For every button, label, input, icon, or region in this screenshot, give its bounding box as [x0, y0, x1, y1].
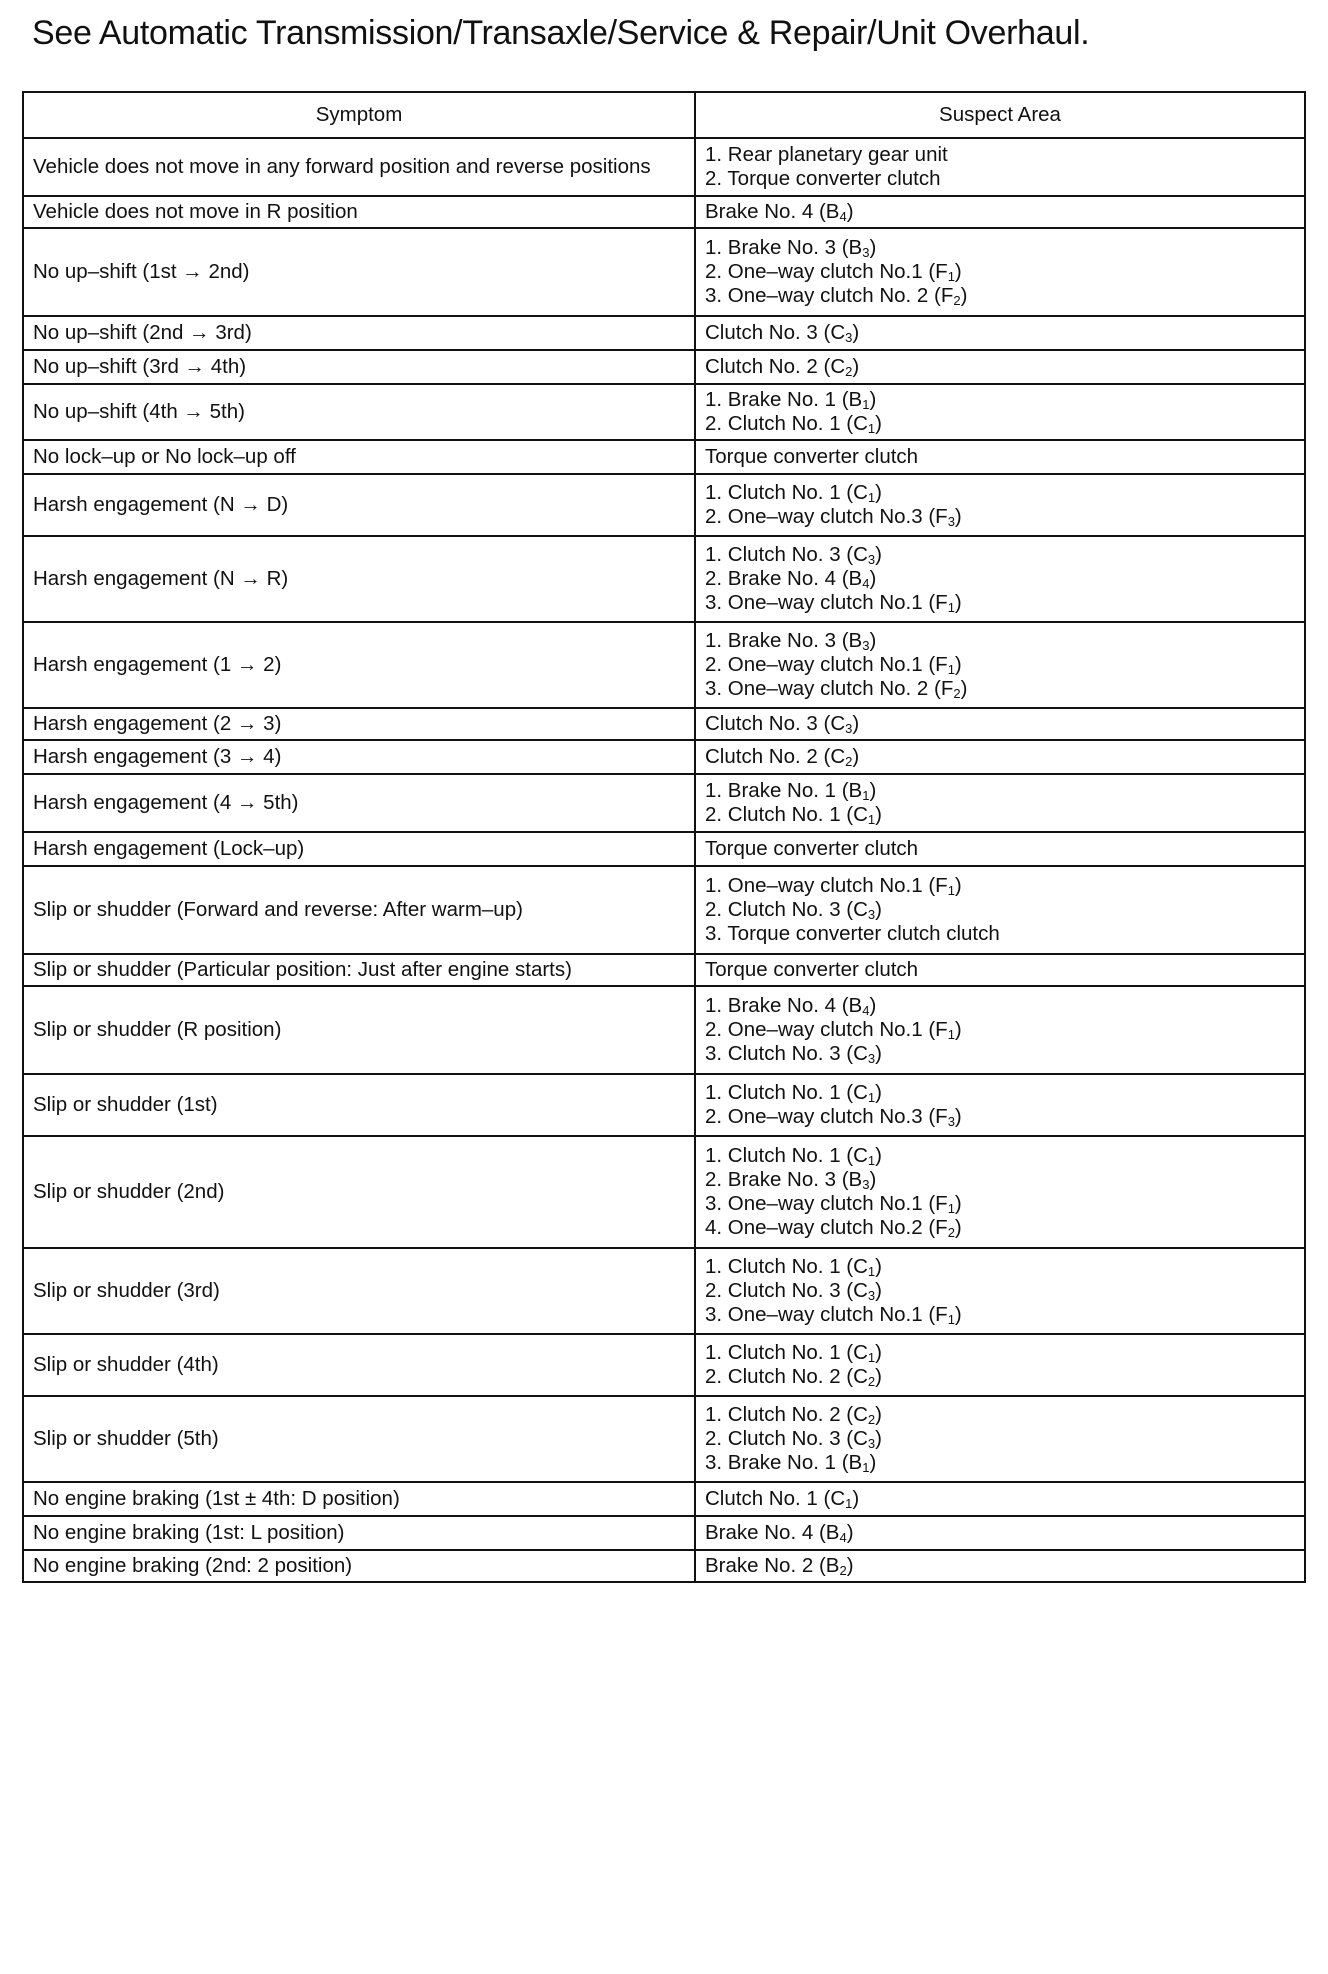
table-body: [23, 138, 1305, 1582]
suspect-area-text: 2. One–way clutch No.1 (F: [705, 1018, 948, 1041]
symptom-cell: Slip or shudder (4th): [23, 1334, 695, 1396]
closing-paren: ): [852, 1487, 860, 1510]
suspect-area-line: [705, 167, 1295, 191]
symptom-cell: Harsh engagement (N → D): [23, 474, 695, 536]
suspect-area-cell: [695, 1136, 1305, 1248]
table-row: [23, 1396, 1305, 1482]
component-subscript: 1: [862, 1460, 870, 1475]
suspect-area-text: 2. Clutch No. 1 (C: [705, 803, 868, 826]
component-subscript: 4: [839, 209, 847, 224]
symptom-cell: No up–shift (4th → 5th): [23, 384, 695, 440]
table-row: [23, 1516, 1305, 1550]
suspect-area-line: [705, 567, 1295, 591]
table-row: [23, 1074, 1305, 1136]
suspect-area-text: 1. Brake No. 1 (B: [705, 388, 863, 411]
suspect-area-cell: [695, 350, 1305, 384]
table-row: [23, 196, 1305, 228]
closing-paren: ): [875, 803, 882, 826]
suspect-area-line: [705, 591, 1295, 615]
symptom-cell: Slip or shudder (1st): [23, 1074, 695, 1136]
suspect-area-line: [705, 874, 1295, 898]
closing-paren: ): [960, 677, 968, 700]
closing-paren: ): [954, 653, 962, 676]
component-subscript: 3: [845, 330, 853, 345]
table-row: [23, 536, 1305, 622]
table-row: [23, 1136, 1305, 1248]
closing-paren: ): [869, 994, 877, 1017]
suspect-area-line: [705, 742, 1295, 772]
closing-paren: ): [852, 712, 860, 735]
suspect-area-cell: [695, 1396, 1305, 1482]
symptom-cell: No engine braking (1st: L position): [23, 1516, 695, 1550]
closing-paren: ): [852, 321, 860, 344]
component-subscript: 2: [953, 686, 961, 701]
table-header-row: [23, 92, 1305, 138]
component-subscript: 1: [947, 1027, 955, 1042]
component-subscript: 4: [862, 576, 870, 591]
suspect-area-text: 2. One–way clutch No.3 (F: [705, 1105, 948, 1128]
suspect-area-line: [705, 1365, 1295, 1389]
suspect-area-text: 2. One–way clutch No.1 (F: [705, 260, 948, 283]
table-row: [23, 1482, 1305, 1516]
closing-paren: ): [875, 1341, 882, 1364]
component-subscript: 2: [839, 1563, 847, 1578]
suspect-area-line: [705, 1403, 1295, 1427]
suspect-area-text: 3. Brake No. 1 (B: [705, 1451, 863, 1474]
suspect-area-cell: [695, 986, 1305, 1074]
suspect-area-text: 3. Clutch No. 3 (C: [705, 1042, 868, 1065]
table-row: [23, 774, 1305, 832]
suspect-area-line: [705, 955, 1295, 985]
suspect-area-line: [705, 352, 1295, 382]
suspect-area-line: [705, 779, 1295, 803]
symptom-cell: No lock–up or No lock–up off: [23, 440, 695, 474]
closing-paren: ): [852, 745, 860, 768]
symptom-cell: No up–shift (2nd → 3rd): [23, 316, 695, 350]
closing-paren: ): [875, 412, 882, 435]
suspect-area-cell: [695, 774, 1305, 832]
symptom-cell: No up–shift (1st → 2nd): [23, 228, 695, 316]
suspect-area-line: [705, 412, 1295, 436]
closing-paren: ): [954, 591, 962, 614]
table-row: [23, 350, 1305, 384]
symptom-cell: Slip or shudder (R position): [23, 986, 695, 1074]
page-title: See Automatic Transmission/Transaxle/Service & Repair/Unit Overhaul.: [32, 14, 1090, 52]
suspect-area-line: [705, 1279, 1295, 1303]
closing-paren: ): [954, 1303, 962, 1326]
table-row: [23, 1334, 1305, 1396]
component-subscript: 2: [845, 364, 853, 379]
suspect-area-cell: [695, 740, 1305, 774]
component-subscript: 1: [867, 1090, 876, 1105]
component-subscript: 3: [867, 552, 876, 567]
suspect-area-text: 1. Brake No. 3 (B: [705, 236, 863, 259]
component-subscript: 2: [867, 1374, 876, 1389]
component-subscript: 1: [947, 883, 955, 898]
closing-paren: ): [869, 1168, 877, 1191]
closing-paren: ): [954, 1216, 962, 1239]
component-subscript: 1: [862, 397, 870, 412]
component-subscript: 1: [862, 788, 870, 803]
suspect-area-text: Clutch No. 2 (C: [705, 355, 846, 378]
suspect-area-text: 2. One–way clutch No.1 (F: [705, 653, 948, 676]
closing-paren: ): [954, 1018, 962, 1041]
suspect-area-text: 2. Torque converter clutch: [705, 167, 941, 190]
suspect-area-line: [705, 481, 1295, 505]
closing-paren: ): [875, 1365, 882, 1388]
suspect-area-cell: [695, 536, 1305, 622]
table-row: [23, 316, 1305, 350]
symptom-column-header: Symptom: [23, 92, 695, 138]
suspect-area-text: 2. Clutch No. 2 (C: [705, 1365, 868, 1388]
component-subscript: 1: [845, 1496, 853, 1511]
symptom-cell: Vehicle does not move in any forward position and reverse positions: [23, 138, 695, 196]
component-subscript: 1: [947, 269, 955, 284]
table-row: [23, 954, 1305, 986]
closing-paren: ): [846, 200, 854, 223]
closing-paren: ): [875, 1081, 882, 1104]
component-subscript: 3: [862, 1177, 870, 1192]
table-row: [23, 622, 1305, 708]
component-subscript: 3: [947, 514, 955, 529]
suspect-area-text: 4. One–way clutch No.2 (F: [705, 1216, 948, 1239]
suspect-area-text: Clutch No. 3 (C: [705, 321, 846, 344]
component-subscript: 1: [947, 1312, 955, 1327]
suspect-area-text: 3. Torque converter clutch clutch: [705, 922, 1000, 945]
symptom-cell: Slip or shudder (3rd): [23, 1248, 695, 1334]
suspect-area-cell: [695, 622, 1305, 708]
symptom-cell: No engine braking (1st ± 4th: D position): [23, 1482, 695, 1516]
component-subscript: 3: [947, 1114, 955, 1129]
suspect-area-line: [705, 1042, 1295, 1066]
suspect-area-cell: [695, 1248, 1305, 1334]
suspect-area-line: [705, 1551, 1295, 1581]
suspect-area-text: 1. Clutch No. 1 (C: [705, 1081, 868, 1104]
suspect-area-line: [705, 1192, 1295, 1216]
suspect-area-text: Torque converter clutch: [705, 837, 919, 860]
suspect-area-cell: [695, 196, 1305, 228]
component-subscript: 3: [867, 1436, 876, 1451]
closing-paren: ): [875, 1279, 882, 1302]
suspect-area-text: Brake No. 4 (B: [705, 200, 840, 223]
symptom-cell: Vehicle does not move in R position: [23, 196, 695, 228]
component-subscript: 3: [867, 907, 876, 922]
table-row: [23, 440, 1305, 474]
closing-paren: ): [869, 779, 877, 802]
suspect-area-line: [705, 284, 1295, 308]
closing-paren: ): [875, 481, 882, 504]
suspect-area-line: [705, 388, 1295, 412]
table-row: [23, 708, 1305, 740]
symptom-cell: Slip or shudder (2nd): [23, 1136, 695, 1248]
component-subscript: 2: [867, 1412, 876, 1427]
suspect-area-text: 2. Clutch No. 3 (C: [705, 898, 868, 921]
closing-paren: ): [869, 567, 877, 590]
component-subscript: 1: [867, 1153, 876, 1168]
suspect-area-line: [705, 1018, 1295, 1042]
suspect-area-cell: [695, 1550, 1305, 1582]
table-row: [23, 832, 1305, 866]
suspect-area-text: 1. Clutch No. 1 (C: [705, 481, 868, 504]
suspect-area-text: 1. Brake No. 4 (B: [705, 994, 863, 1017]
symptom-cell: No engine braking (2nd: 2 position): [23, 1550, 695, 1582]
suspect-area-cell: [695, 1334, 1305, 1396]
suspect-area-text: 3. One–way clutch No.1 (F: [705, 1192, 948, 1215]
suspect-area-cell: [695, 1516, 1305, 1550]
suspect-area-line: [705, 834, 1295, 864]
suspect-area-cell: [695, 138, 1305, 196]
suspect-area-line: [705, 898, 1295, 922]
suspect-area-line: [705, 318, 1295, 348]
closing-paren: ): [875, 898, 882, 921]
component-subscript: 3: [867, 1051, 876, 1066]
component-subscript: 1: [947, 1201, 955, 1216]
suspect-area-text: Clutch No. 2 (C: [705, 745, 846, 768]
suspect-area-line: [705, 260, 1295, 284]
suspect-area-text: 2. Brake No. 3 (B: [705, 1168, 863, 1191]
suspect-area-line: [705, 1451, 1295, 1475]
suspect-area-text: 1. Clutch No. 3 (C: [705, 543, 868, 566]
suspect-area-text: 1. Brake No. 1 (B: [705, 779, 863, 802]
suspect-area-text: 1. Clutch No. 2 (C: [705, 1403, 868, 1426]
component-subscript: 2: [845, 754, 853, 769]
suspect-area-line: [705, 994, 1295, 1018]
component-subscript: 1: [867, 812, 876, 827]
suspect-area-text: 2. One–way clutch No.3 (F: [705, 505, 948, 528]
component-subscript: 1: [867, 421, 876, 436]
closing-paren: ): [875, 1255, 882, 1278]
suspect-area-text: 3. One–way clutch No.1 (F: [705, 1303, 948, 1326]
suspect-area-text: Torque converter clutch: [705, 445, 919, 468]
suspect-area-column-header: Suspect Area: [695, 92, 1305, 138]
table-row: [23, 228, 1305, 316]
component-subscript: 3: [862, 638, 870, 653]
closing-paren: ): [869, 1451, 877, 1474]
table-row: [23, 740, 1305, 774]
suspect-area-line: [705, 143, 1295, 167]
suspect-area-text: Clutch No. 1 (C: [705, 1487, 846, 1510]
component-subscript: 3: [845, 721, 853, 736]
suspect-area-text: 1. Clutch No. 1 (C: [705, 1341, 868, 1364]
suspect-area-text: 2. Clutch No. 1 (C: [705, 412, 868, 435]
closing-paren: ): [852, 355, 860, 378]
symptom-cell: Harsh engagement (N → R): [23, 536, 695, 622]
symptom-cell: Slip or shudder (5th): [23, 1396, 695, 1482]
suspect-area-text: Brake No. 2 (B: [705, 1554, 840, 1577]
closing-paren: ): [954, 260, 962, 283]
closing-paren: ): [954, 874, 962, 897]
component-subscript: 1: [867, 490, 876, 505]
suspect-area-line: [705, 1255, 1295, 1279]
suspect-area-cell: [695, 440, 1305, 474]
suspect-area-cell: [695, 384, 1305, 440]
suspect-area-line: [705, 1303, 1295, 1327]
suspect-area-line: [705, 236, 1295, 260]
suspect-area-text: 1. One–way clutch No.1 (F: [705, 874, 948, 897]
closing-paren: ): [869, 236, 877, 259]
suspect-area-line: [705, 1518, 1295, 1548]
suspect-area-line: [705, 197, 1295, 227]
component-subscript: 1: [867, 1350, 876, 1365]
suspect-area-line: [705, 677, 1295, 701]
suspect-area-line: [705, 1216, 1295, 1240]
closing-paren: ): [846, 1521, 854, 1544]
suspect-area-text: Brake No. 4 (B: [705, 1521, 840, 1544]
closing-paren: ): [954, 1192, 962, 1215]
table-row: [23, 986, 1305, 1074]
component-subscript: 1: [947, 662, 955, 677]
table-row: [23, 1248, 1305, 1334]
component-subscript: 4: [862, 1003, 870, 1018]
table-row: [23, 138, 1305, 196]
suspect-area-text: 1. Clutch No. 1 (C: [705, 1255, 868, 1278]
symptom-cell: Harsh engagement (4 → 5th): [23, 774, 695, 832]
component-subscript: 1: [867, 1264, 876, 1279]
closing-paren: ): [869, 388, 877, 411]
suspect-area-line: [705, 1144, 1295, 1168]
suspect-area-line: [705, 1484, 1295, 1514]
closing-paren: ): [869, 629, 877, 652]
closing-paren: ): [954, 505, 962, 528]
suspect-area-line: [705, 653, 1295, 677]
table-row: [23, 384, 1305, 440]
suspect-area-text: 3. One–way clutch No. 2 (F: [705, 677, 954, 700]
suspect-area-text: 1. Clutch No. 1 (C: [705, 1144, 868, 1167]
closing-paren: ): [954, 1105, 962, 1128]
suspect-area-cell: [695, 832, 1305, 866]
suspect-area-line: [705, 1081, 1295, 1105]
table-row: [23, 1550, 1305, 1582]
closing-paren: ): [846, 1554, 854, 1577]
suspect-area-line: [705, 1427, 1295, 1451]
suspect-area-text: 1. Rear planetary gear unit: [705, 143, 948, 166]
suspect-area-text: 3. One–way clutch No. 2 (F: [705, 284, 954, 307]
suspect-area-line: [705, 709, 1295, 739]
suspect-area-cell: [695, 316, 1305, 350]
suspect-area-line: [705, 543, 1295, 567]
table-row: [23, 474, 1305, 536]
closing-paren: ): [875, 1403, 882, 1426]
suspect-area-text: 2. Brake No. 4 (B: [705, 567, 863, 590]
closing-paren: ): [875, 1427, 882, 1450]
suspect-area-text: Torque converter clutch: [705, 958, 919, 981]
suspect-area-line: [705, 1168, 1295, 1192]
suspect-area-cell: [695, 1074, 1305, 1136]
symptom-table: [22, 91, 1306, 1583]
suspect-area-line: [705, 629, 1295, 653]
table-row: [23, 866, 1305, 954]
suspect-area-text: 2. Clutch No. 3 (C: [705, 1279, 868, 1302]
suspect-area-line: [705, 803, 1295, 827]
closing-paren: ): [875, 543, 882, 566]
component-subscript: 4: [839, 1530, 847, 1545]
closing-paren: ): [960, 284, 968, 307]
suspect-area-line: [705, 442, 1295, 472]
suspect-area-text: 1. Brake No. 3 (B: [705, 629, 863, 652]
suspect-area-text: 3. One–way clutch No.1 (F: [705, 591, 948, 614]
component-subscript: 2: [953, 293, 961, 308]
component-subscript: 3: [867, 1288, 876, 1303]
suspect-area-cell: [695, 228, 1305, 316]
suspect-area-text: 2. Clutch No. 3 (C: [705, 1427, 868, 1450]
suspect-area-line: [705, 1341, 1295, 1365]
suspect-area-cell: [695, 866, 1305, 954]
suspect-area-cell: [695, 1482, 1305, 1516]
component-subscript: 1: [947, 600, 955, 615]
closing-paren: ): [875, 1042, 882, 1065]
symptom-cell: Slip or shudder (Particular position: Just after engine starts): [23, 954, 695, 986]
symptom-cell: Harsh engagement (3 → 4): [23, 740, 695, 774]
symptom-cell: Harsh engagement (2 → 3): [23, 708, 695, 740]
symptom-cell: No up–shift (3rd → 4th): [23, 350, 695, 384]
component-subscript: 3: [862, 245, 870, 260]
symptom-cell: Harsh engagement (1 → 2): [23, 622, 695, 708]
symptom-cell: Harsh engagement (Lock–up): [23, 832, 695, 866]
suspect-area-cell: [695, 954, 1305, 986]
closing-paren: ): [875, 1144, 882, 1167]
suspect-area-cell: [695, 708, 1305, 740]
suspect-area-text: Clutch No. 3 (C: [705, 712, 846, 735]
suspect-area-line: [705, 505, 1295, 529]
symptom-cell: Slip or shudder (Forward and reverse: After warm–up): [23, 866, 695, 954]
suspect-area-line: [705, 922, 1295, 946]
component-subscript: 2: [947, 1225, 955, 1240]
suspect-area-cell: [695, 474, 1305, 536]
suspect-area-line: [705, 1105, 1295, 1129]
